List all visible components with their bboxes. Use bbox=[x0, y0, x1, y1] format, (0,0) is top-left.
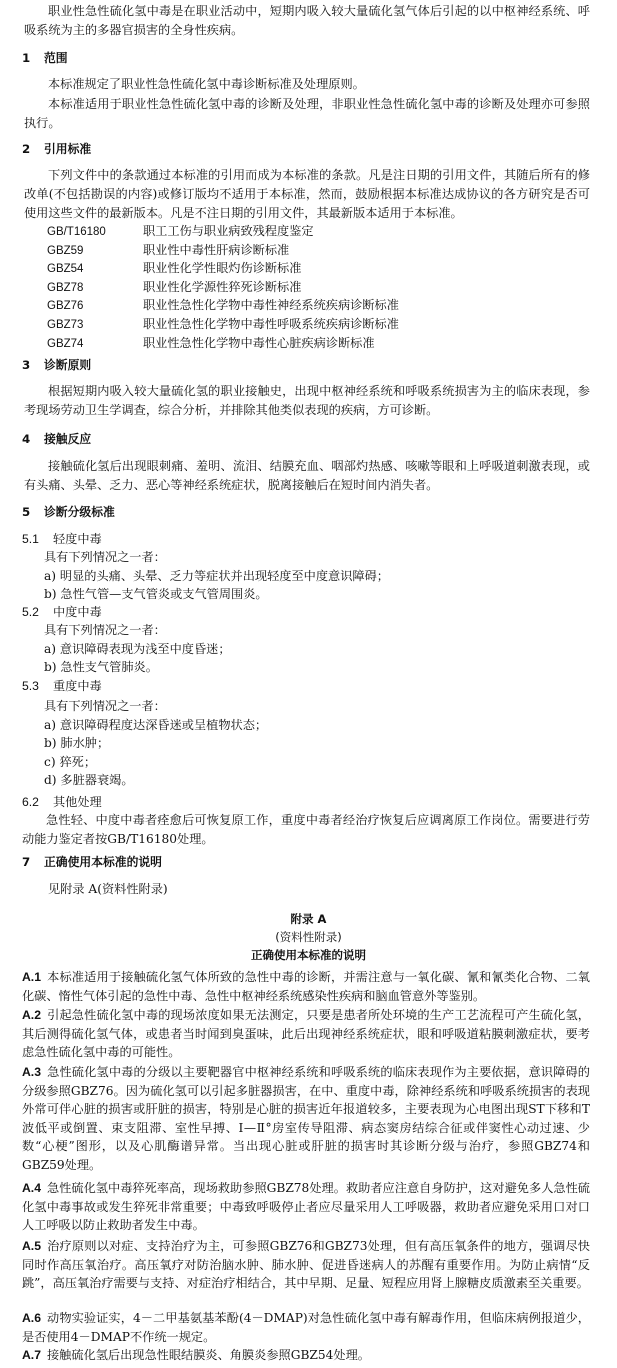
subsection-number: 5.1 bbox=[22, 532, 39, 546]
reference-code: GBZ59 bbox=[47, 244, 84, 257]
list-lead: 具有下列情况之一者： bbox=[44, 623, 166, 637]
reference-item bbox=[47, 315, 399, 334]
subsection-title: 中度中毒 bbox=[53, 605, 102, 619]
reference-name: 职工工伤与职业病致残程度鉴定 bbox=[143, 224, 314, 238]
list-item: b) 急性支气管肺炎。 bbox=[44, 660, 158, 674]
subsection-6-2-heading bbox=[22, 793, 102, 810]
section-title: 引用标准 bbox=[44, 142, 92, 156]
list-item: b) 急性气管—支气管炎或支气管周围炎。 bbox=[44, 587, 268, 601]
appendix-item bbox=[22, 1309, 590, 1346]
reference-item bbox=[47, 278, 399, 297]
reference-item bbox=[47, 334, 399, 353]
intro-paragraph: 职业性急性硫化氢中毒是在职业活动中，短期内吸入较大量硫化氢气体后引起的以中枢神经系统、呼吸系统为主的多器官损害的全身性疾病。 bbox=[24, 4, 590, 37]
section-3-heading bbox=[22, 356, 91, 373]
section-title: 接触反应 bbox=[44, 432, 92, 446]
list-item: a) 意识障碍程度达深昏迷或呈植物状态； bbox=[44, 718, 268, 732]
reference-code: GBZ73 bbox=[47, 318, 84, 331]
section-1-heading bbox=[22, 49, 68, 66]
subsection-number: 5.2 bbox=[22, 605, 39, 619]
appendix-item-label: A.5 bbox=[22, 1239, 41, 1253]
reference-item bbox=[47, 259, 399, 278]
reference-name: 职业性急性化学物中毒性心脏疾病诊断标准 bbox=[143, 335, 375, 350]
reference-code: GB/T16180 bbox=[47, 226, 106, 238]
appendix-title: 附录 A bbox=[290, 912, 327, 926]
sec6-paragraph-1: 急性轻、中度中毒者痊愈后可恢复原工作，重度中毒者经治疗恢复后应调离原工作岗位。需要进行劳动能力鉴定者按GB/T16180处理。 bbox=[22, 813, 590, 846]
section-number: 2 bbox=[22, 142, 31, 156]
list-lead: 具有下列情况之一者： bbox=[44, 550, 166, 564]
section-title: 正确使用本标准的说明 bbox=[44, 855, 162, 869]
reference-code: GBZ78 bbox=[47, 281, 84, 294]
subsection-title: 重度中毒 bbox=[53, 679, 102, 693]
appendix-item-text: 接触硫化氢后出现急性眼结膜炎、角膜炎参照GBZ54处理。 bbox=[46, 1348, 370, 1362]
reference-name: 职业性急性化学物中毒性呼吸系统疾病诊断标准 bbox=[143, 316, 399, 331]
subsection-5-3-heading bbox=[22, 677, 102, 694]
sec1-paragraph-2: 本标准适用于职业性急性硫化氢中毒的诊断及处理，非职业性急性硫化氢中毒的诊断及处理亦可参照执行。 bbox=[24, 97, 590, 130]
appendix-item-text: 引起急性硫化氢中毒的现场浓度如果无法测定，只要是患者所处环境的生产工艺流程可产生硫化氢，其后测得硫化氢气体，或患者当时闻到臭蛋味，此后出现神经系统症状，眼和呼吸道粘膜刺激症状，要考虑急性硫化氢中毒的可能性。 bbox=[22, 1008, 590, 1060]
sec7-paragraph-1: 见附录 A(资料性附录) bbox=[48, 882, 168, 896]
appendix-item bbox=[22, 1179, 590, 1235]
appendix-item bbox=[22, 1006, 590, 1062]
subsection-5-2-heading bbox=[22, 603, 102, 620]
appendix-heading: 正确使用本标准的说明 bbox=[251, 948, 366, 962]
list-item: d) 多脏器衰竭。 bbox=[44, 773, 134, 787]
section-number: 3 bbox=[22, 358, 31, 372]
appendix-item-text: 本标准适用于接触硫化氢气体所致的急性中毒的诊断，并需注意与一氧化碳、氰和氰类化合物、二氧化碳、惰性气体引起的急性中毒、急性中枢神经系统感染性疾病和脑血管意外等鉴别。 bbox=[22, 970, 590, 1003]
sec4-paragraph-1: 接触硫化氢后出现眼刺痛、羞明、流泪、结膜充血、咽部灼热感、咳嗽等眼和上呼吸道刺激表现，或有头痛、头晕、乏力、恶心等神经系统症状，脱离接触后在短时间内消失者。 bbox=[24, 459, 590, 492]
reference-code: GBZ54 bbox=[47, 263, 84, 276]
subsection-5-1-heading bbox=[22, 530, 102, 547]
section-4-heading bbox=[22, 430, 91, 447]
appendix-item bbox=[22, 1063, 590, 1175]
appendix-item-label: A.3 bbox=[22, 1065, 41, 1079]
appendix-item bbox=[22, 1346, 590, 1365]
appendix-item-text: 急性硫化氢中毒猝死率高，现场救助参照GBZ78处理。救助者应注意自身防护，这对避免多人急性硫化氢中毒事故或发生猝死非常重要；中毒致呼吸停止者应尽量采用人工呼吸器，救助者应避免采用口对口人工呼吸以防止救助者发生中毒。 bbox=[22, 1181, 590, 1233]
sec3-paragraph-1: 根据短期内吸入较大量硫化氢的职业接触史，出现中枢神经系统和呼吸系统损害为主的临床表现，参考现场劳动卫生学调查，综合分析，并排除其他类似表现的疾病，方可诊断。 bbox=[24, 384, 590, 417]
section-7-heading bbox=[22, 853, 162, 870]
section-title: 范围 bbox=[44, 51, 68, 65]
list-item: c) 猝死； bbox=[44, 755, 97, 769]
reference-name: 职业性急性化学物中毒性神经系统疾病诊断标准 bbox=[143, 298, 399, 313]
reference-name: 职业性中毒性肝病诊断标准 bbox=[143, 242, 290, 257]
appendix-subtitle: (资料性附录) bbox=[275, 930, 342, 944]
section-number: 7 bbox=[22, 855, 31, 869]
subsection-title: 轻度中毒 bbox=[53, 532, 102, 546]
appendix-item-label: A.6 bbox=[22, 1311, 41, 1325]
appendix-item-text: 动物实验证实，4－二甲基氨基苯酚(4－DMAP)对急性硫化氢中毒有解毒作用，但临床病例报道少，是否使用4－DMAP不作统一规定。 bbox=[22, 1311, 590, 1344]
reference-code: GBZ74 bbox=[47, 337, 84, 350]
list-item: a) 意识障碍表现为浅至中度昏迷； bbox=[44, 642, 231, 656]
list-lead: 具有下列情况之一者： bbox=[44, 699, 166, 713]
sec1-paragraph-1: 本标准规定了职业性急性硫化氢中毒诊断标准及处理原则。 bbox=[48, 77, 365, 91]
appendix-item bbox=[22, 968, 590, 1005]
section-number: 5 bbox=[22, 505, 31, 519]
appendix-item bbox=[22, 1237, 590, 1293]
sec2-paragraph-1: 下列文件中的条款通过本标准的引用而成为本标准的条款。凡是注日期的引用文件，其随后所有的修改单(不包括勘误的内容)或修订版均不适用于本标准，然而，鼓励根据本标准达成协议的各方研究是否可使用这些文件的最新版本。凡是不注日期的引用文件，其最新版本适用于本标准。 bbox=[24, 168, 590, 220]
reference-list bbox=[47, 222, 399, 352]
list-item: a) 明显的头痛、头晕、乏力等症状并出现轻度至中度意识障碍； bbox=[44, 569, 389, 583]
subsection-number: 6.2 bbox=[22, 795, 39, 809]
section-5-heading bbox=[22, 503, 115, 520]
section-number: 4 bbox=[22, 432, 31, 446]
reference-name: 职业性化学源性猝死诊断标准 bbox=[143, 279, 302, 294]
appendix-item-label: A.2 bbox=[22, 1008, 41, 1022]
subsection-number: 5.3 bbox=[22, 679, 39, 693]
section-title: 诊断分级标准 bbox=[44, 505, 115, 519]
appendix-item-text: 急性硫化氢中毒的分级以主要靶器官中枢神经系统和呼吸系统的临床表现作为主要依据，意识障碍的分级参照GBZ76。因为硫化氢可以引起多脏器损害，在中、重度中毒，除神经系统和呼吸系统损害的表现外常可伴心脏的损害或肝脏的损害，特别是心脏的损害近年报道较多，主要表现为心电图出现ST下移和T波低平或倒置、束支阻滞、室性早搏、Ⅰ—Ⅱ°房室传导阻滞、病态窦房结综合征或伴窦性心动过速、少数“心梗”图形，以及心肌酶谱异常。当出现心脏或肝脏的损害时其诊断分级与治疗，参照GBZ74和GBZ59处理。 bbox=[22, 1065, 590, 1172]
reference-code: GBZ76 bbox=[47, 300, 84, 313]
section-number: 1 bbox=[22, 51, 31, 65]
reference-item bbox=[47, 222, 399, 241]
subsection-title: 其他处理 bbox=[53, 795, 102, 809]
reference-name: 职业性化学性眼灼伤诊断标准 bbox=[143, 261, 302, 276]
reference-item bbox=[47, 241, 399, 260]
appendix-item-label: A.4 bbox=[22, 1181, 41, 1195]
appendix-item-label: A.7 bbox=[22, 1348, 41, 1362]
appendix-item-text: 治疗原则以对症、支持治疗为主，可参照GBZ76和GBZ73处理，但有高压氧条件的地方，强调尽快同时作高压氧治疗。高压氧疗对防治脑水肿、肺水肿、促进昏迷病人的苏醒有重要作用。为防止病情“反跳”，高压氧治疗需要与支持、对症治疗相结合，其中早期、足量、短程应用肾上腺糖皮质激素至关重要。 bbox=[22, 1239, 590, 1291]
list-item: b) 肺水肿； bbox=[44, 736, 110, 750]
section-2-heading bbox=[22, 140, 91, 157]
section-title: 诊断原则 bbox=[44, 358, 92, 372]
appendix-item-label: A.1 bbox=[22, 970, 41, 984]
reference-item bbox=[47, 296, 399, 315]
